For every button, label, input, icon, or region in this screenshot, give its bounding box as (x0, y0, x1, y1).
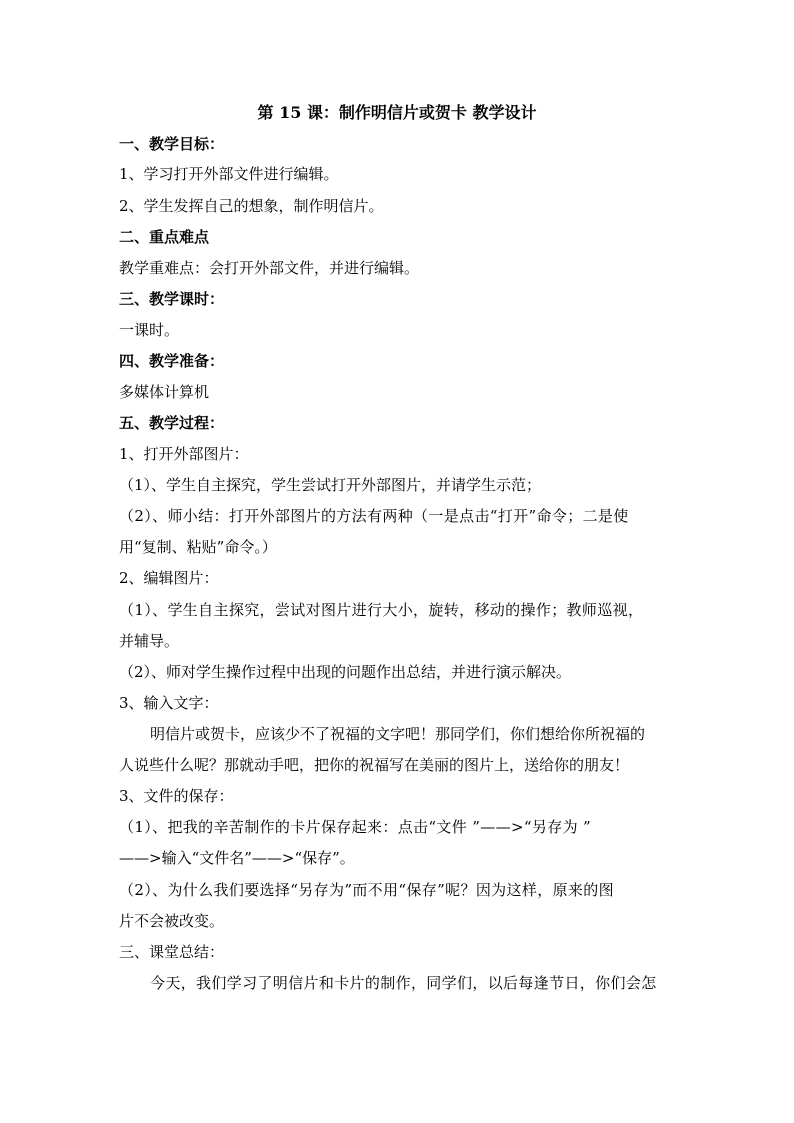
section-heading-class-hours: 三、教学课时： (119, 290, 225, 308)
summary-text-line1: 今天，我们学习了明信片和卡片的制作，同学们，以后每逢节日，你们会怎 (150, 974, 657, 992)
objective-item-1: 1、学习打开外部文件进行编辑。 (119, 165, 339, 183)
step2-item-b: （2）、师对学生操作过程中出现的问题作出总结，并进行演示解决。 (119, 663, 572, 681)
step4-item-a-line1: （1）、把我的辛苦制作的卡片保存起来：点击“文件 ”——>“另存为 ” (119, 818, 592, 836)
step2-item-a-line1: （1）、学生自主探究，尝试对图片进行大小，旋转，移动的操作；教师巡视， (119, 601, 644, 619)
step1-item-a: （1）、学生自主探究，学生尝试打开外部图片，并请学生示范； (119, 476, 542, 494)
section-heading-preparation: 四、教学准备： (119, 352, 225, 370)
step3-paragraph-line1: 明信片或贺卡，应该少不了祝福的文字吧！那同学们，你们想给你所祝福的 (150, 725, 646, 743)
step3-title: 3、输入文字： (119, 694, 219, 712)
step1-title: 1、打开外部图片： (119, 445, 249, 463)
class-hours-text: 一课时。 (119, 321, 180, 339)
section-heading-objectives: 一、教学目标： (119, 135, 225, 153)
step1-item-b-line1: （2）、师小结：打开外部图片的方法有两种（一是点击“打开”命令；二是使 (119, 507, 629, 525)
step4-item-a-line2: ——>输入“文件名”——>“保存”。 (119, 849, 355, 867)
step2-title: 2、编辑图片： (119, 569, 219, 587)
objective-item-2: 2、学生发挥自己的想象，制作明信片。 (119, 197, 384, 215)
step4-item-b-line1: （2）、为什么我们要选择“另存为”而不用“保存”呢？因为这样，原来的图 (119, 881, 614, 899)
section-heading-key-points: 二、重点难点 (119, 228, 210, 246)
step1-item-b-line2: 用“复制、粘贴”命令。） (119, 538, 277, 556)
step4-item-b-line2: 片不会被改变。 (119, 912, 225, 930)
page-title: 第 15 课：制作明信片或贺卡 教学设计 (257, 103, 537, 122)
section-heading-process: 五、教学过程： (119, 414, 225, 432)
key-points-text: 教学重难点：会打开外部文件，并进行编辑。 (119, 259, 420, 277)
section-heading-summary: 三、课堂总结： (119, 943, 225, 961)
step3-paragraph-line2: 人说些什么呢？那就动手吧，把你的祝福写在美丽的图片上，送给你的朋友！ (119, 756, 630, 774)
step4-title: 3、文件的保存： (119, 787, 234, 805)
step2-item-a-line2: 并辅导。 (119, 632, 180, 650)
preparation-text: 多媒体计算机 (119, 383, 210, 401)
